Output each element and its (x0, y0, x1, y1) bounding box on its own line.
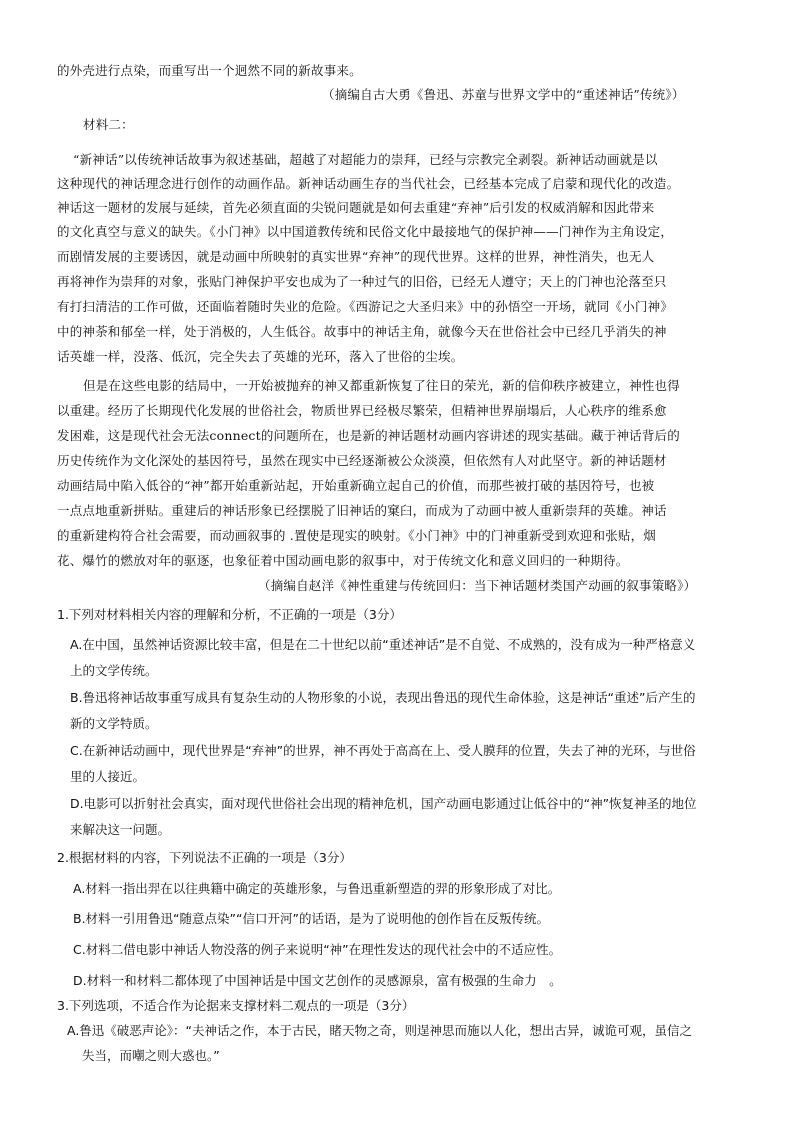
question-3-option-a-cont: 失当，而嘲之则大惑也。” (82, 1048, 220, 1063)
question-3-option-a: A.鲁迅《破恶声论》：“夫神话之作，本于古民，睹天物之奇，则逞神思而施以人化，想出古异，诚诡可观，虽信之 (67, 1023, 693, 1038)
material2-p1-line: 这种现代的神话理念进行创作的动画作品。新神话动画生存的当代社会，已经基本完成了启蒙和现代化的改造。 (57, 176, 680, 191)
material1-last-line: 的外壳进行点染，而重写出一个迥然不同的新故事来。 (57, 63, 362, 78)
question-1-stem: 1.下列对材料相关内容的理解和分析，不正确的一项是（3分） (57, 607, 402, 622)
question-1-option-b: B.鲁迅将神话故事重写成具有复杂生动的人物形象的小说，表现出鲁迅的现代生命体验，这是神话“重述”后产生的 (70, 690, 696, 705)
material2-p1-line: 有打扫清洁的工作可做，还面临着随时失业的危险。《西游记之大圣归来》中的孙悟空一开场，就同《小门神》 (57, 299, 674, 314)
question-1-option-a-cont: 上的文学传统。 (70, 663, 158, 678)
material2-p1-line: 话英雄一样，没落、低沉，完全失去了英雄的光环，落入了世俗的尘埃。 (57, 349, 464, 364)
material2-p2-line: 花、爆竹的燃放对年的驱逐，也象征着中国动画电影的叙事中，对于传统文化和意义回归的一种期待。 (57, 553, 629, 568)
question-1-option-c: C.在新神话动画中，现代世界是“弃神”的世界，神不再处于高高在上、受人膜拜的位置，失去了神的光环，与世俗 (70, 743, 696, 758)
material2-p2-line: 发困难，这是现代社会无法connect的问题所在，也是新的神话题材动画内容讲述的现实基础。藏于神话背后的 (57, 428, 680, 443)
question-1-option-c-cont: 里的人接近。 (70, 769, 146, 784)
question-1-option-d: D.电影可以折射社会真实，面对现代世俗社会出现的精神危机，国产动画电影通过让低谷中的“神”恢复神圣的地位 (70, 796, 697, 811)
question-1-option-b-cont: 新的文学特质。 (70, 716, 158, 731)
question-2-option-b: B.材料一引用鲁迅“随意点染”“信口开河”的话语，是为了说明他的创作旨在反叛传统。 (73, 911, 549, 926)
question-2-option-c: C.材料二借电影中神话人物没落的例子来说明“神”在理性发达的现代社会中的不适应性。 (73, 942, 562, 957)
question-2-stem: 2.根据材料的内容，下列说法不正确的一项是（3分） (57, 850, 352, 865)
material2-p1-line: 的文化真空与意义的缺失。《小门神》以中国道教传统和民俗文化中最接地气的保护神——门神作为主角设定， (57, 224, 674, 239)
material2-p2-line: 一点点地重新拼贴。重建后的神话形象已经摆脱了旧神话的窠臼，而成为了动画中被人重新崇拜的英雄。神话 (57, 503, 667, 518)
material2-heading: 材料二： (83, 117, 134, 132)
material2-p2-line: 但是在这些电影的结局中，一开始被抛弃的神又都重新恢复了往日的荣光，新的信仰秩序被建立，神性也得 (83, 378, 680, 393)
material2-p2-line: 动画结局中陷入低谷的“神”都开始重新站起，开始重新确立起自己的价值，而那些被打破的基因符号，也被 (57, 478, 655, 493)
material2-source: （摘编自赵洋《神性重建与传统回归：当下神话题材类国产动画的叙事策略》） (258, 578, 697, 593)
question-3-stem: 3.下列选项，不适合作为论据来支撑材料二观点的一项是（3分） (57, 998, 415, 1013)
material2-p2-line: 的重新建构符合社会需要，而动画叙事的 .置使是现实的映射。《小门神》中的门神重新受到欢迎和张贴，烟 (57, 528, 656, 543)
material2-p1-line: 再将神作为崇拜的对象，张贴门神保护平安也成为了一种过气的旧俗，已经无人遵守；天上的门神也沦落至只 (57, 274, 667, 289)
material2-p1-line: 神话这一题材的发展与延续，首先必须直面的尖锐问题就是如何去重建“弃神”后引发的权威消解和因此带来 (57, 200, 655, 215)
material2-p1-line: 中的神荼和郁垒一样，处于消极的，人生低谷。故事中的神话主角，就像今天在世俗社会中已经几乎消失的神 (57, 324, 667, 339)
material2-p1-line: 而剧情发展的主要诱因，就是动画中所映射的真实世界“弃神”的现代世界。这样的世界，神性消失，也无人 (57, 249, 655, 264)
material1-source: （摘编自古大勇《鲁迅、苏童与世界文学中的“重述神话”传统》） (322, 87, 685, 102)
material2-p2-line: 以重建。经历了长期现代化发展的世俗社会，物质世界已经极尽繁荣，但精神世界崩塌后，人心秩序的维系愈 (57, 403, 667, 418)
question-2-option-d: D.材料一和材料二都体现了中国神话是中国文艺创作的灵感源泉，富有极强的生命力 。 (73, 973, 562, 988)
question-1-option-d-cont: 来解决这一问题。 (70, 822, 171, 837)
question-1-option-a: A.在中国，虽然神话资源比较丰富，但是在二十世纪以前“重述神话”是不自觉、不成熟的，没有成为一种严格意义 (70, 637, 696, 652)
question-2-option-a: A.材料一指出羿在以往典籍中确定的英雄形象，与鲁迅重新塑造的羿的形象形成了对比。 (73, 881, 561, 896)
material2-p2-line: 历史传统作为文化深处的基因符号，虽然在现实中已经逐渐被公众淡漠，但依然有人对此坚守。新的神话题材 (57, 453, 667, 468)
material2-p1-line: “新神话”以传统神话故事为叙述基础，超越了对超能力的崇拜，已经与宗教完全剥裂。新神话动画就是以 (73, 152, 658, 167)
